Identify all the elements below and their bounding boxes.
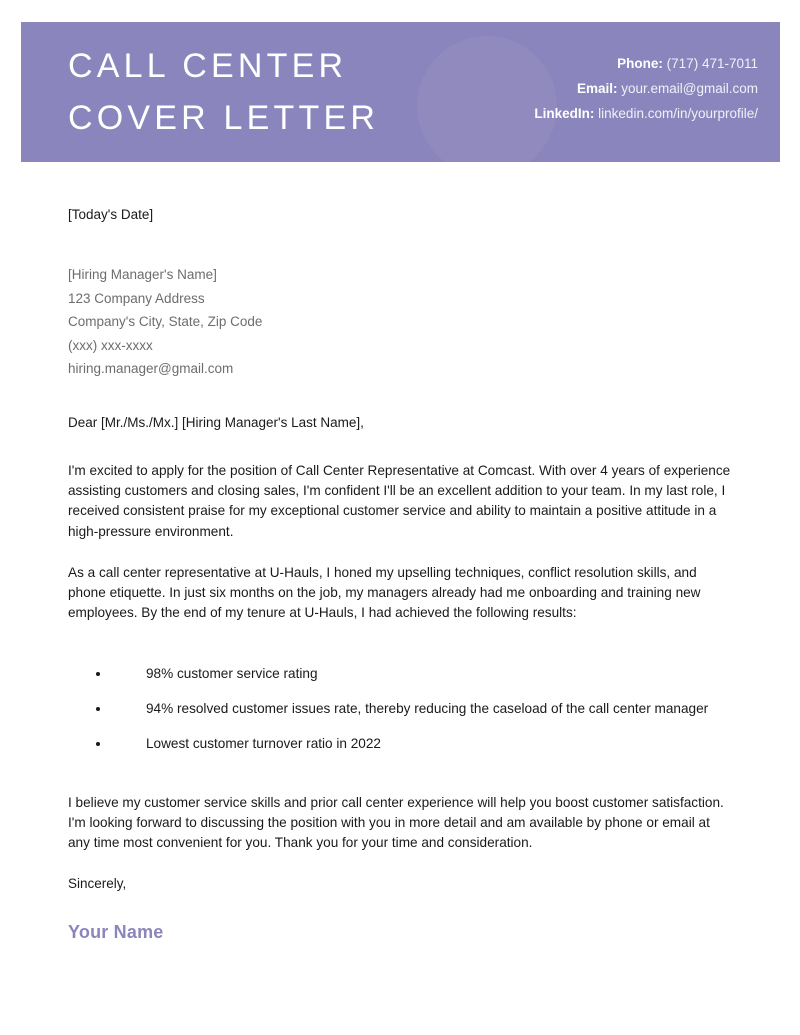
contact-block [534,51,758,126]
body-paragraph-2: As a call center representative at U-Hauls, I honed my upselling techniques, conflict resolution skills, and phone etiquette. In just six months on the job, my managers already had me onboarding and training new employees. By the end of my tenure at U-Hauls, I had achieved the following results: [68,565,701,621]
contact-email-value[interactable]: your.email@gmail.com [621,81,758,96]
bullet-icon [96,672,100,676]
list-item [96,734,732,754]
list-item-label: 98% customer service rating [146,666,318,681]
recipient-phone: (xxx) xxx-xxxx [68,337,153,353]
contact-phone-label: Phone: [617,56,663,71]
page-title [68,40,379,144]
list-item [96,664,732,684]
bullet-icon [96,707,100,711]
list-item [96,699,732,719]
page-title-line-2: COVER LETTER [68,99,380,137]
contact-email-label: Email: [576,81,618,96]
recipient-email: hiring.manager@gmail.com [68,361,234,376]
recipient-street: 123 Company Address [68,290,205,306]
contact-linkedin-label: LinkedIn: [534,106,595,121]
list-item-label: Lowest customer turnover ratio in 2022 [146,736,381,751]
recipient-city-state-zip: Company's City, State, Zip Code [68,314,263,329]
results-list [96,664,732,769]
recipient-name: [Hiring Manager's Name] [68,267,217,282]
salutation: Dear [Mr./Ms./Mx.] [Hiring Manager's Last Name], [68,415,364,430]
contact-phone [534,51,758,76]
list-item-label: 94% resolved customer issues rate, thereby reducing the caseload of the call center manager [146,701,709,716]
body-paragraph-3: I believe my customer service skills and prior call center experience will help you boost customer satisfaction. I'm looking forward to discussing the position with you in more detail and am available by phone or email at any time most convenient for you. Thank you for your time and consideration. [68,795,724,851]
contact-email [534,76,758,101]
signature-name: Your Name [68,922,164,942]
body-paragraph-1: I'm excited to apply for the position of Call Center Representative at Comcast. With over 4 years of experience assisting customers and closing sales, I'm confident I'll be an excellent addition to your team. In my last role, I received consistent praise for my exceptional customer service and ability to maintain a positive attitude in a high-pressure environment. [68,463,731,539]
date-line: [Today's Date] [68,207,154,222]
recipient-address-block [68,263,262,381]
contact-phone-value: (717) 471-7011 [666,56,758,71]
closing-line: Sincerely, [68,876,127,891]
header-banner [21,22,780,162]
page-title-line-1: CALL CENTER [68,47,348,85]
contact-linkedin-value[interactable]: linkedin.com/in/yourprofile/ [598,106,758,121]
bullet-icon [96,742,100,746]
contact-linkedin [534,101,758,126]
